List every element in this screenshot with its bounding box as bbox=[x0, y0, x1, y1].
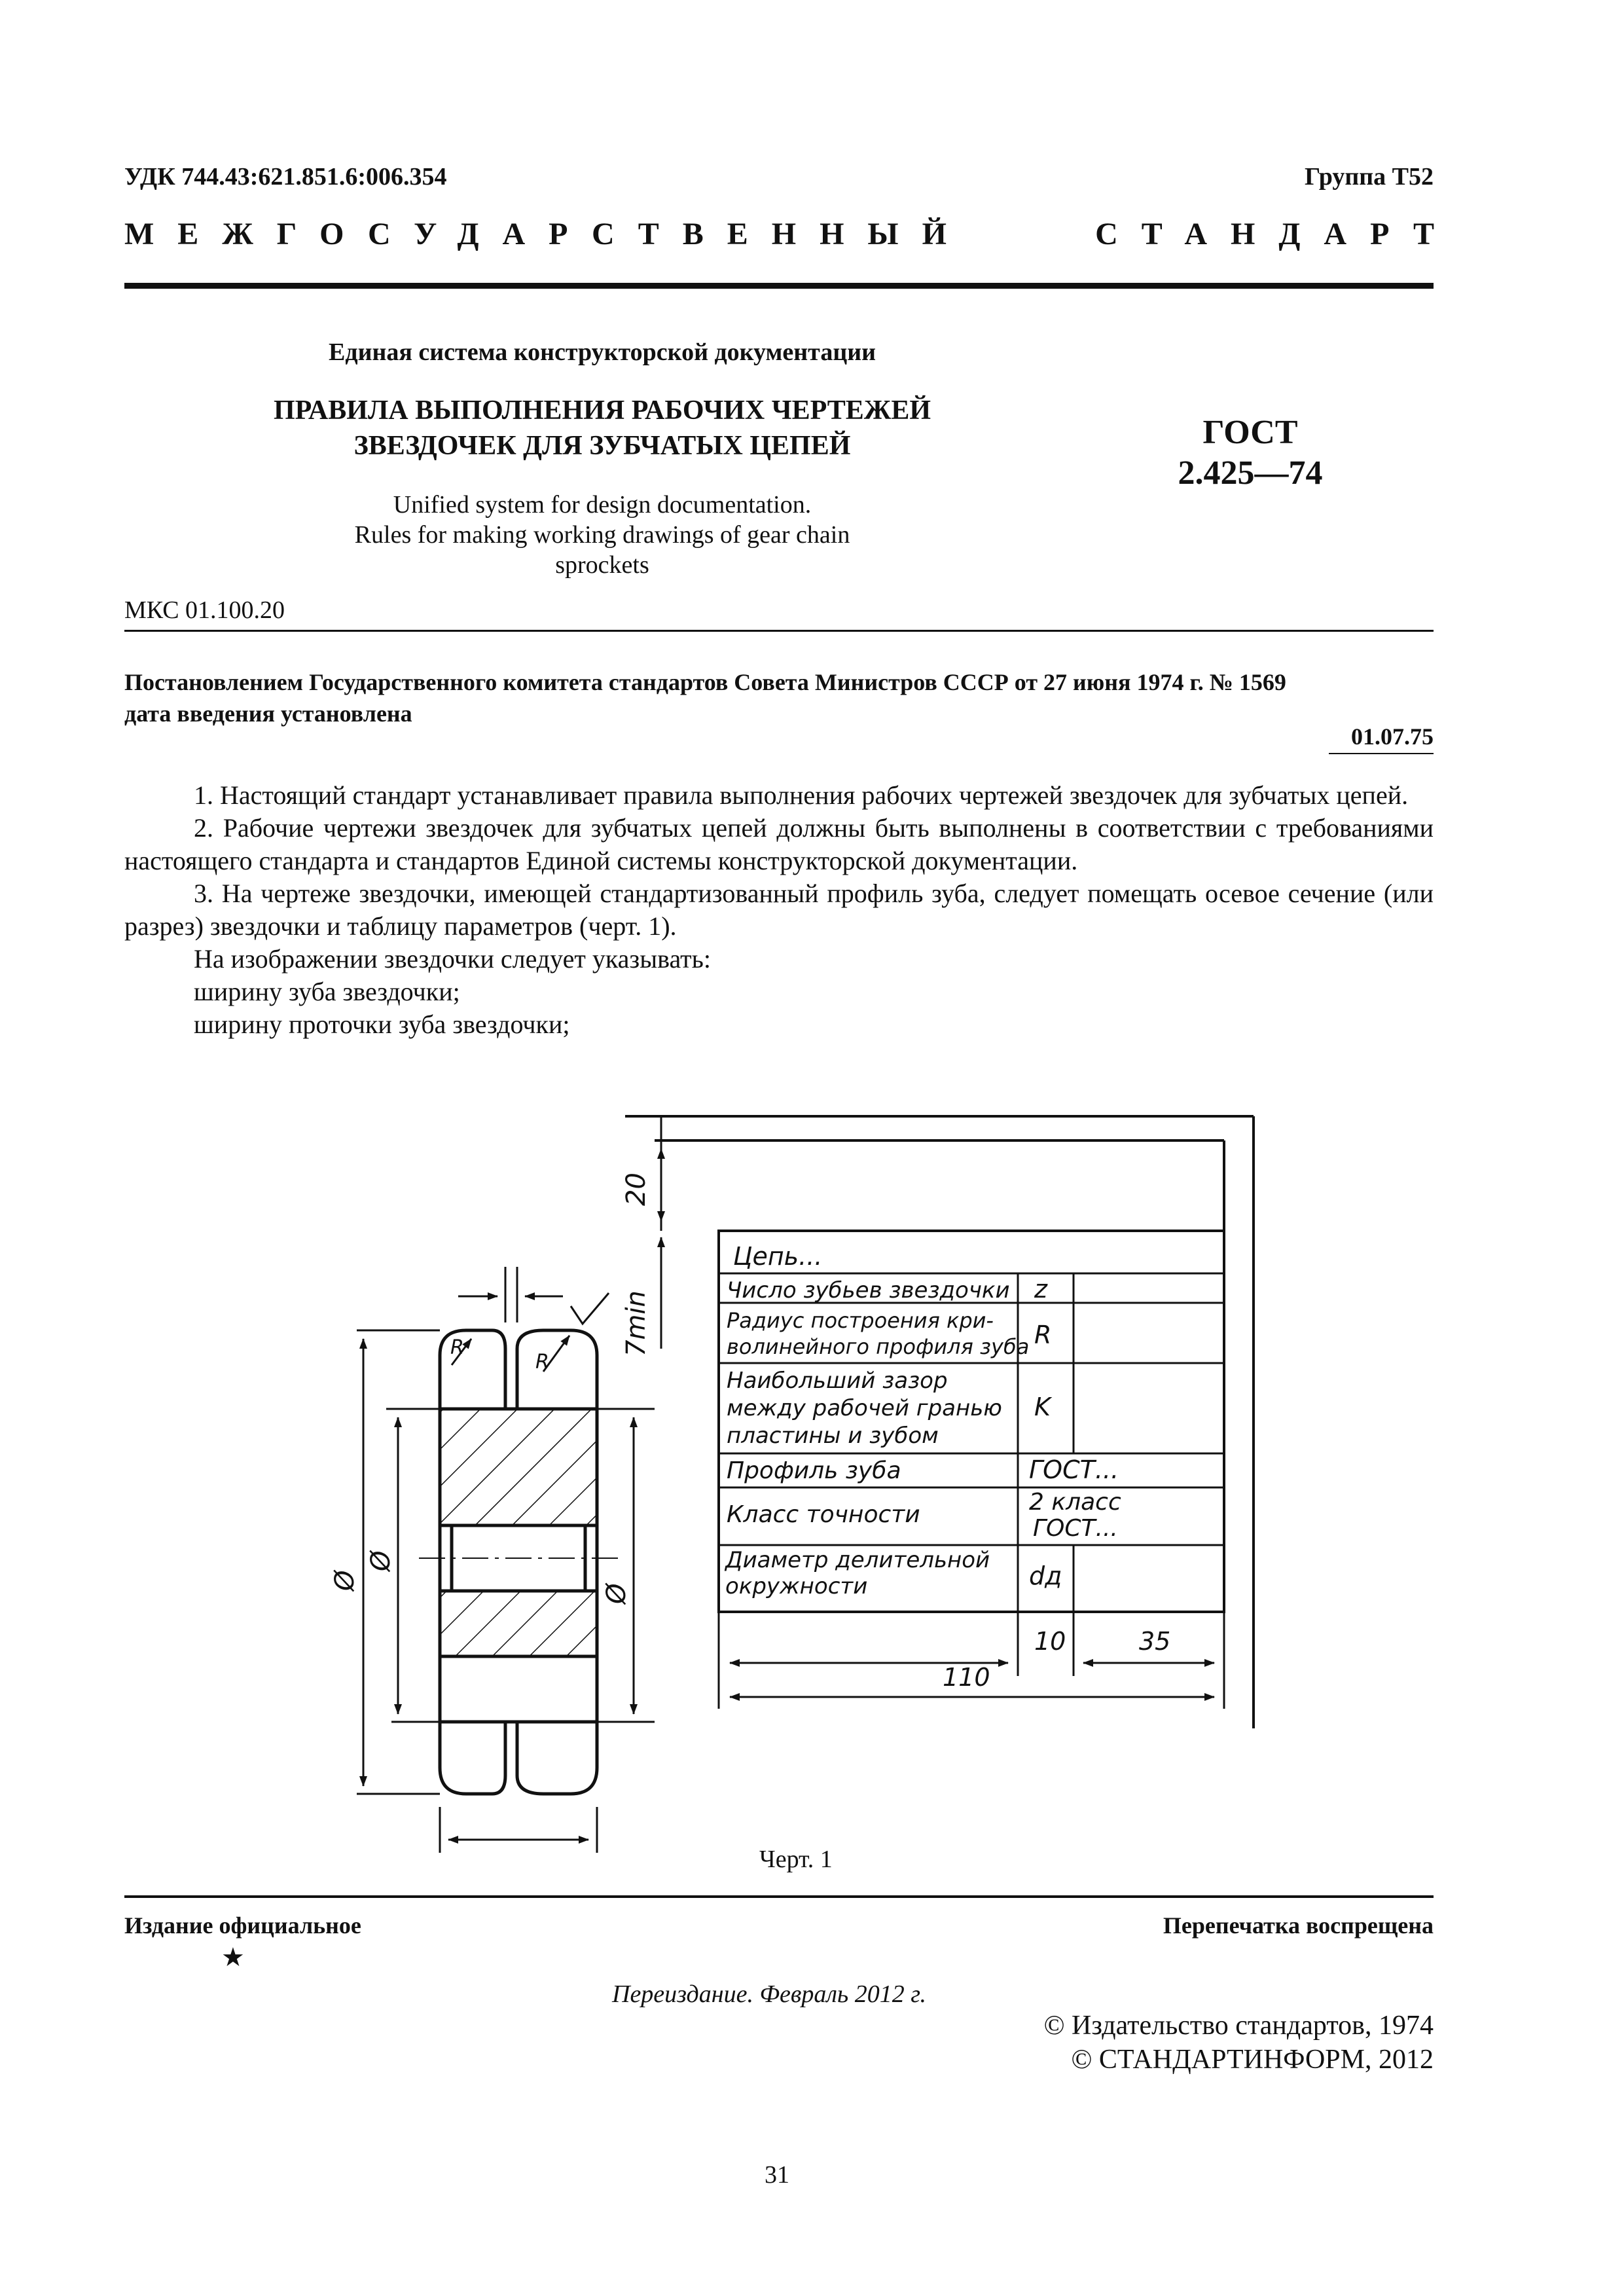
paragraph-4: На изображении звездочки следует указывать: bbox=[194, 944, 712, 974]
row-accuracy-label: Класс точности bbox=[727, 1501, 920, 1528]
dim-hub-diameter: Ø bbox=[602, 1583, 632, 1604]
dim-radius-left: R bbox=[450, 1336, 464, 1359]
row-teeth-label: Число зубьев звездочки bbox=[727, 1277, 1010, 1303]
dim-total-width: 110 bbox=[943, 1663, 990, 1692]
paragraph-6: ширину проточки зуба звездочки; bbox=[194, 1010, 570, 1039]
row-diameter-symbol: dд bbox=[1029, 1561, 1062, 1590]
dim-value-col: 35 bbox=[1139, 1627, 1171, 1656]
dim-symbol-col: 10 bbox=[1034, 1627, 1066, 1656]
english-title-line-3: sprockets bbox=[555, 551, 649, 579]
row-diameter-label-2: окружности bbox=[725, 1573, 868, 1599]
row-radius-symbol: R bbox=[1034, 1321, 1052, 1349]
english-title-line-1: Unified system for design documentation. bbox=[393, 491, 812, 519]
copyright-1: © Издательство стандартов, 1974 bbox=[1043, 2011, 1434, 2041]
paragraph-3: 3. На чертеже звездочки, имеющей стандартизованный профиль зуба, следует помещать осевое сечение (или разрез) звездочки и таблицу параметров (черт. 1). bbox=[124, 879, 1434, 941]
group-code: Группа Т52 bbox=[1304, 163, 1434, 191]
row-profile-label: Профиль зуба bbox=[727, 1457, 901, 1484]
paragraph-1: 1. Настоящий стандарт устанавливает правила выполнения рабочих чертежей звездочек для зубчатых цепей. bbox=[194, 780, 1409, 810]
copyright-block bbox=[1044, 2009, 1434, 2077]
reprint-ban: Перепечатка воспрещена bbox=[1163, 1912, 1434, 1939]
decree-line-2: дата введения установлена bbox=[124, 701, 412, 727]
decree-line-1: Постановлением Государственного комитета стандартов Совета Министров СССР от 27 июня 1974 г. № 1569 bbox=[124, 669, 1286, 695]
row-radius-label-1: Радиус построения кри- bbox=[727, 1308, 994, 1333]
row-diameter-label-1: Диаметр делительной bbox=[725, 1547, 990, 1573]
udk-code: УДК 744.43:621.851.6:006.354 bbox=[124, 163, 447, 191]
row-gap-label-2: между рабочей гранью bbox=[727, 1395, 1002, 1421]
copyright-2: © СТАНДАРТИНФОРМ, 2012 bbox=[1071, 2045, 1434, 2075]
row-gap-label-1: Наибольший зазор bbox=[727, 1368, 948, 1394]
row-gap-symbol: K bbox=[1034, 1393, 1051, 1421]
row-radius-label-2: волинейного профиля зуба bbox=[727, 1334, 1030, 1359]
gost-line-2: 2.425—74 bbox=[1178, 454, 1323, 492]
interstate-label: МЕЖГОСУДАРСТВЕННЫЙ bbox=[124, 217, 970, 251]
paragraph-5: ширину зуба звездочки; bbox=[194, 977, 460, 1006]
row-teeth-symbol: z bbox=[1034, 1275, 1047, 1303]
title-line-2: ЗВЕЗДОЧЕК ДЛЯ ЗУБЧАТЫХ ЦЕПЕЙ bbox=[353, 431, 851, 461]
title-line-1: ПРАВИЛА ВЫПОЛНЕНИЯ РАБОЧИХ ЧЕРТЕЖЕЙ bbox=[273, 395, 931, 426]
row-accuracy-value-1: 2 класс bbox=[1029, 1489, 1121, 1516]
page-number: 31 bbox=[765, 2161, 789, 2189]
dim-radius-right: R bbox=[535, 1351, 549, 1374]
introduction-date: 01.07.75 bbox=[1351, 723, 1434, 750]
dim-row-height: 7min bbox=[621, 1290, 651, 1357]
row-accuracy-value-2: ГОСТ... bbox=[1033, 1515, 1118, 1542]
system-subtitle: Единая система конструкторской документации bbox=[329, 338, 876, 366]
sprocket-section bbox=[419, 1330, 618, 1794]
row-gap-label-3: пластины и зубом bbox=[727, 1423, 939, 1449]
row-chain-label: Цепь... bbox=[733, 1242, 823, 1271]
english-title-line-2: Rules for making working drawings of gear chain bbox=[354, 521, 850, 549]
dim-root-diameter: Ø bbox=[366, 1550, 396, 1571]
mks-code: МКС 01.100.20 bbox=[124, 596, 285, 624]
figure-caption: Черт. 1 bbox=[759, 1846, 833, 1873]
paragraph-2: 2. Рабочие чертежи звездочек для зубчатых цепей должны быть выполнены в соответствии с требованиями настоящего стандарта и стандартов Единой системы конструкторской документации. bbox=[124, 813, 1434, 875]
row-profile-value: ГОСТ... bbox=[1029, 1455, 1119, 1484]
star-icon: ★ bbox=[221, 1942, 245, 1972]
standard-label: СТАНДАРТ bbox=[1095, 217, 1458, 251]
footer-rule bbox=[124, 1895, 1434, 1898]
dim-outer-diameter: Ø bbox=[330, 1570, 360, 1591]
official-edition: Издание официальное bbox=[124, 1912, 361, 1939]
reissue-note: Переиздание. Февраль 2012 г. bbox=[612, 1980, 927, 2008]
dim-top-height: 20 bbox=[621, 1173, 651, 1206]
gost-line-1: ГОСТ bbox=[1202, 414, 1298, 451]
